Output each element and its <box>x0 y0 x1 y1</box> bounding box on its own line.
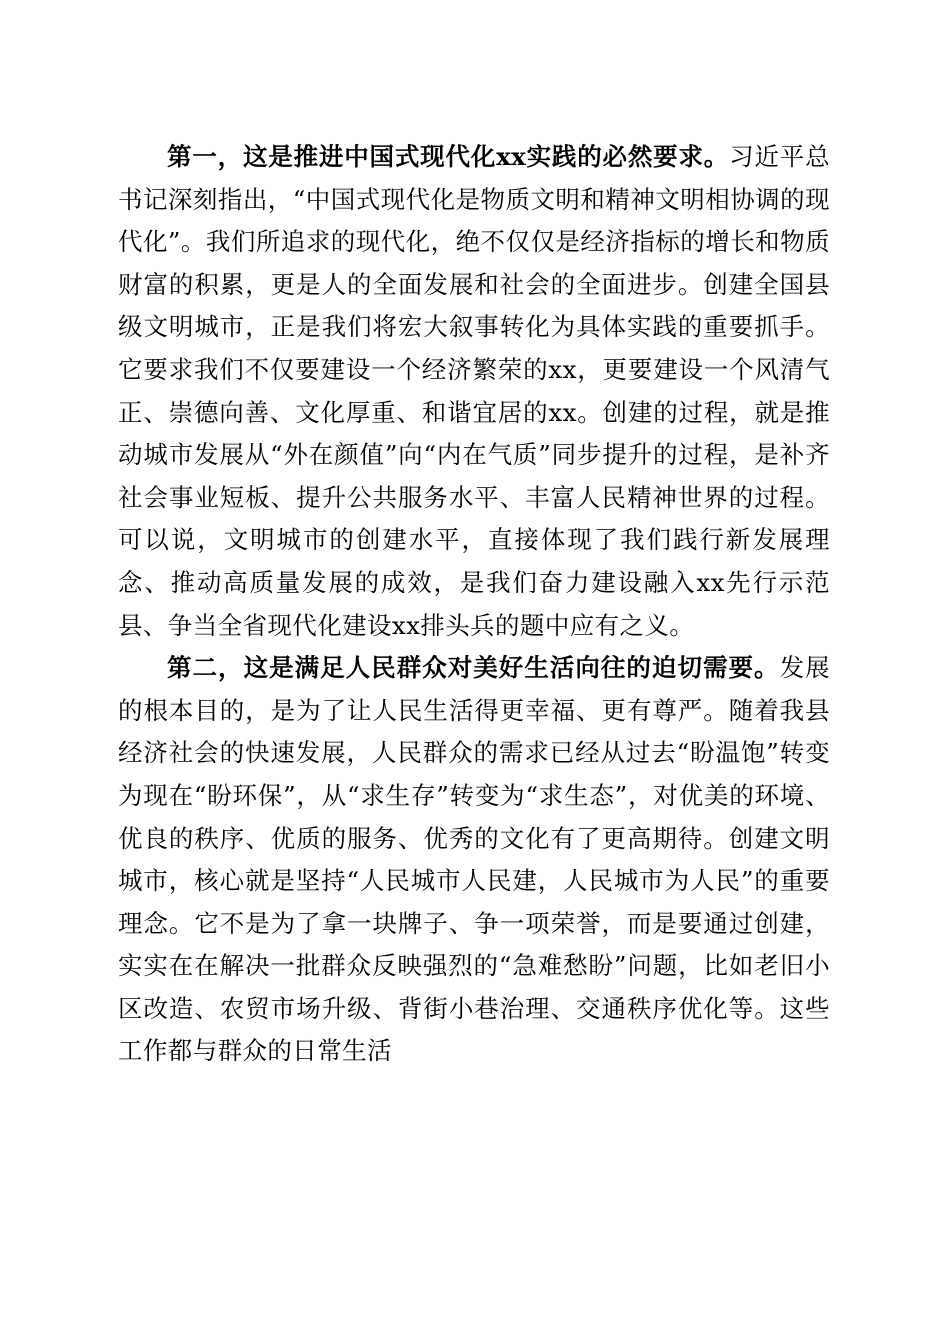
paragraph-second-text: 发展的根本目的，是为了让人民生活得更幸福、更有尊严。随着我县经济社会的快速发展，人民群众的需求已经从过去“盼温饱”转变为现在“盼环保”，从“求生存”转变为“求生态”，对优美的环境、优良的秩序、优质的服务、优秀的文化有了更高期待。创建文明城市，核心就是坚持“人民城市人民建，人民城市为人民”的重要理念。它不是为了拿一块牌子、争一项荣誉，而是要通过创建，实实在在解决一批群众反映强烈的“急难愁盼”问题，比如老旧小区改造、农贸市场升级、背街小巷治理、交通秩序优化等。这些工作都与群众的日常生活 <box>118 653 830 1066</box>
paragraph-second-lead: 第二，这是满足人民群众对美好生活向往的迫切需要。 <box>167 653 780 683</box>
paragraph-second <box>118 647 830 1073</box>
paragraph-first-text: 习近平总书记深刻指出，“中国式现代化是物质文明和精神文明相协调的现代化”。我们所追求的现代化，绝不仅仅是经济指标的增长和物质财富的积累，更是人的全面发展和社会的全面进步。创建全国县级文明城市，正是我们将宏大叙事转化为具体实践的重要抓手。它要求我们不仅要建设一个经济繁荣的xx，更要建设一个风清气正、崇德向善、文化厚重、和谐宜居的xx。创建的过程，就是推动城市发展从“外在颜值”向“内在气质”同步提升的过程，是补齐社会事业短板、提升公共服务水平、丰富人民精神世界的过程。可以说，文明城市的创建水平，直接体现了我们践行新发展理念、推动高质量发展的成效，是我们奋力建设融入xx先行示范县、争当全省现代化建设xx排头兵的题中应有之义。 <box>118 142 830 640</box>
paragraph-first-lead: 第一，这是推进中国式现代化xx实践的必然要求。 <box>167 142 730 171</box>
paragraph-first <box>118 136 830 647</box>
document-body <box>118 136 830 1073</box>
